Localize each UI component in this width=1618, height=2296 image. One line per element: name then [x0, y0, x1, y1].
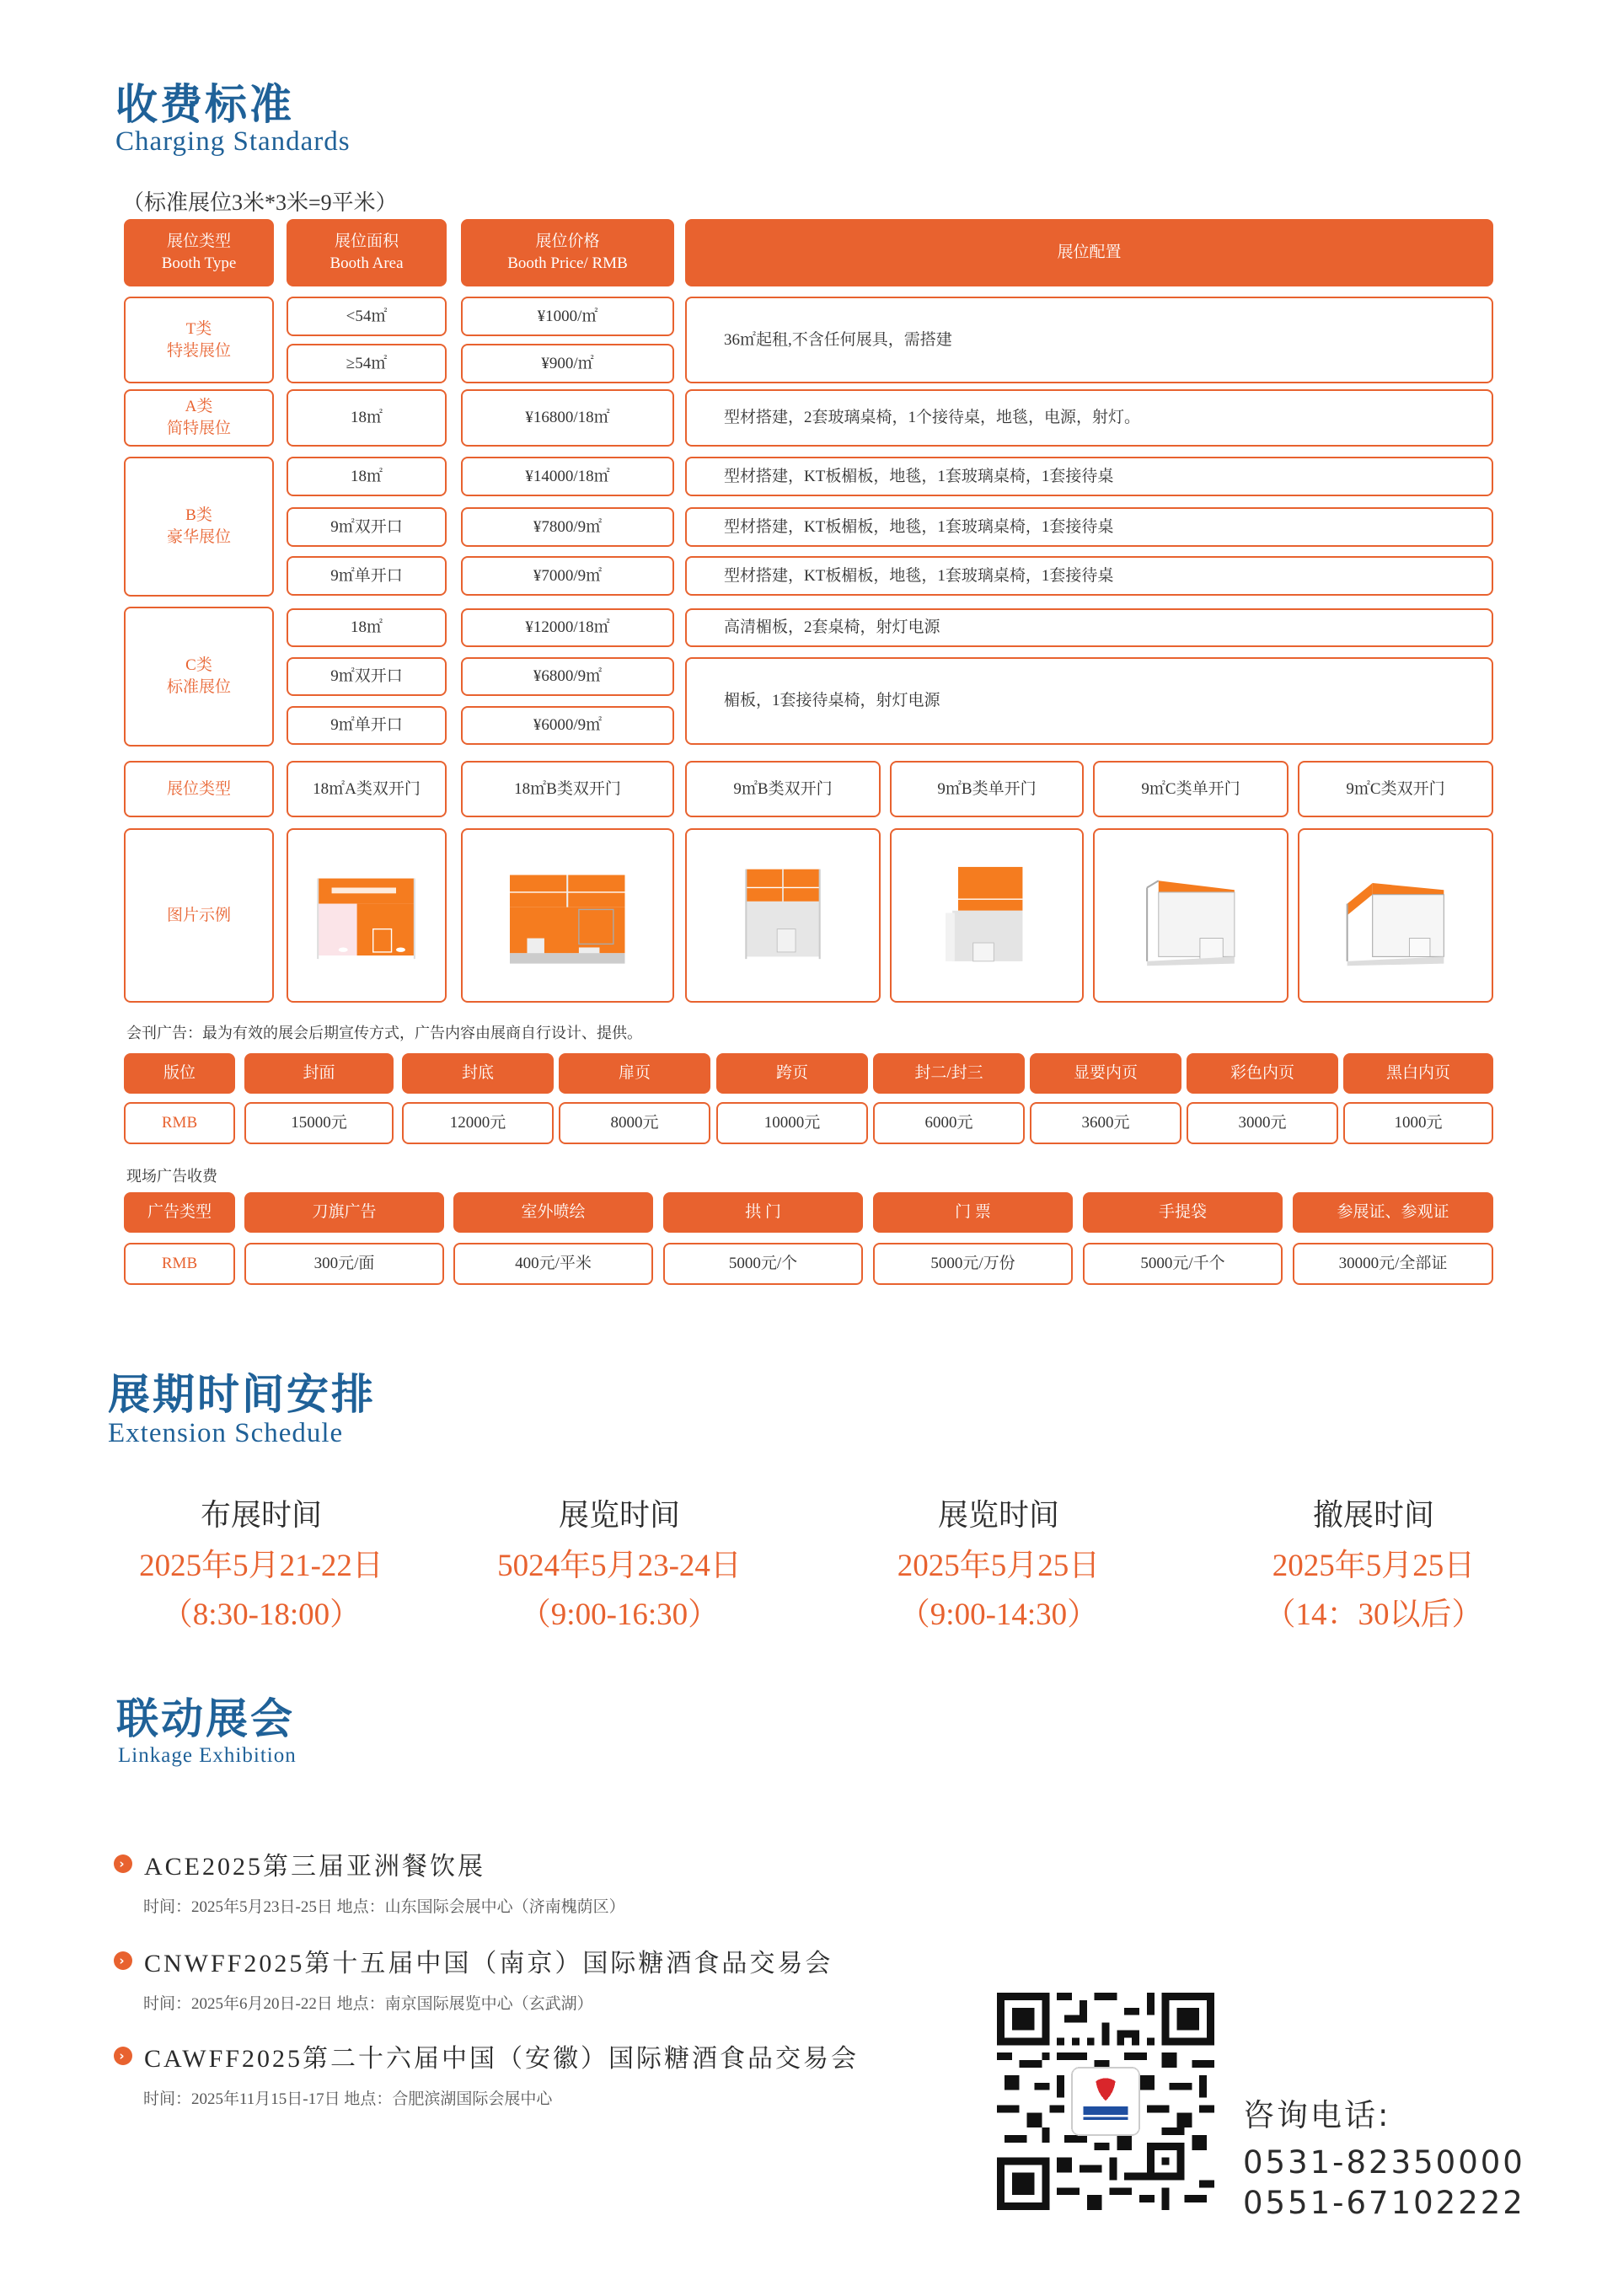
booth-c-double-9-illustration: [1321, 858, 1470, 973]
journal-header-label: 版位: [124, 1053, 235, 1094]
onsite-ad-price-4: 5000元/万份: [873, 1243, 1073, 1285]
b-price-3: ¥7000/9㎡: [461, 556, 674, 596]
onsite-ad-name-5: 手提袋: [1083, 1192, 1283, 1233]
t-area-1: <54㎡: [287, 297, 447, 336]
header-booth-area-cn: 展位面积: [334, 233, 399, 251]
booth-type-5: 9㎡C类单开门: [1093, 761, 1289, 817]
group-a-name: A类: [185, 398, 213, 416]
c-price-1: ¥12000/18㎡: [461, 608, 674, 647]
journal-ad-price-6: 3600元: [1030, 1102, 1181, 1144]
chevron-right-icon: ›: [114, 1854, 132, 1873]
linkage-item-1: [114, 1845, 625, 1917]
qr-logo-text: [1087, 2116, 1090, 2117]
header-booth-price: [461, 219, 674, 286]
t-price-2: ¥900/㎡: [461, 344, 674, 383]
qr-code: [997, 1993, 1214, 2210]
b-price-1: ¥14000/18㎡: [461, 457, 674, 496]
header-booth-area: [287, 219, 447, 286]
a-config: 型材搭建，2套玻璃桌椅，1个接待桌，地毯，电源，射灯。: [685, 389, 1493, 447]
contact-phone-2: 0551-67102222: [1243, 2185, 1525, 2222]
charging-title-en: Charging Standards: [115, 126, 351, 157]
b-config-2: 型材搭建，KT板楣板，地毯，1套玻璃桌椅，1套接待桌: [685, 507, 1493, 547]
schedule-exhibition-1: [442, 1491, 796, 1634]
t-area-2: ≥54㎡: [287, 344, 447, 383]
header-booth-config: 展位配置: [685, 219, 1493, 286]
group-t-label: [124, 297, 274, 383]
journal-ad-price-5: 6000元: [873, 1102, 1025, 1144]
onsite-ad-price-3: 5000元/个: [663, 1243, 863, 1285]
header-booth-type: [124, 219, 274, 286]
header-booth-type-en: Booth Type: [161, 254, 237, 272]
journal-ad-name-5: 封二/封三: [873, 1053, 1025, 1094]
booth-type-2: 18㎡B类双开门: [461, 761, 674, 817]
group-b-label: [124, 457, 274, 597]
header-booth-type-cn: 展位类型: [166, 233, 231, 251]
booth-c-single-9-illustration: [1117, 858, 1265, 973]
journal-ad-price-8: 1000元: [1343, 1102, 1493, 1144]
contact-label: 咨询电话:: [1243, 2097, 1391, 2133]
header-booth-price-cn: 展位价格: [535, 233, 600, 251]
journal-ad-name-6: 显要内页: [1030, 1053, 1181, 1094]
group-t-desc: 特装展位: [166, 341, 231, 360]
booth-b-double-9-illustration: [709, 858, 857, 973]
onsite-ad-name-6: 参展证、参观证: [1293, 1192, 1493, 1233]
onsite-ad-name-1: 刀旗广告: [244, 1192, 444, 1233]
schedule-setup-hours: （8:30-18:00）: [161, 1598, 362, 1632]
onsite-ad-price-1: 300元/面: [244, 1243, 444, 1285]
linkage-item-2: [114, 1942, 833, 2014]
onsite-ad-name-4: 门 票: [873, 1192, 1073, 1233]
images-label: 图片示例: [124, 828, 274, 1003]
booth-image-5: [1093, 828, 1289, 1003]
schedule-exhibition-1-date: 5024年5月23-24日: [497, 1549, 742, 1583]
booth-type-4: 9㎡B类单开门: [890, 761, 1084, 817]
group-t-name: T类: [185, 319, 212, 338]
b-area-3: 9㎡单开口: [287, 556, 447, 596]
booth-b-single-9-illustration: [913, 858, 1060, 973]
schedule-title-en: Extension Schedule: [108, 1418, 344, 1448]
c-area-1: 18㎡: [287, 608, 447, 647]
b-area-2: 9㎡双开口: [287, 507, 447, 547]
c-config-1: 高清楣板，2套桌椅，射灯电源: [685, 608, 1493, 647]
c-price-3: ¥6000/9㎡: [461, 706, 674, 745]
standard-booth-note: （标准展位3米*3米=9平米）: [122, 190, 398, 215]
journal-ad-price-2: 12000元: [402, 1102, 554, 1144]
schedule-exhibition-2-date: 2025年5月25日: [897, 1549, 1101, 1583]
b-price-2: ¥7800/9㎡: [461, 507, 674, 547]
booth-type-3: 9㎡B类双开门: [685, 761, 881, 817]
c-price-2: ¥6800/9㎡: [461, 657, 674, 696]
journal-ad-name-8: 黑白内页: [1343, 1053, 1493, 1094]
b-config-1: 型材搭建，KT板楣板，地毯，1套玻璃桌椅，1套接待桌: [685, 457, 1493, 496]
schedule-teardown: [1197, 1491, 1551, 1634]
t-config: 36㎡起租,不含任何展具，需搭建: [685, 297, 1493, 383]
schedule-setup: [84, 1491, 438, 1634]
onsite-ad-price-6: 30000元/全部证: [1293, 1243, 1493, 1285]
journal-ad-price-1: 15000元: [244, 1102, 394, 1144]
a-area-1: 18㎡: [287, 389, 447, 447]
journal-ad-name-2: 封底: [402, 1053, 554, 1094]
linkage-item-2-meta: 时间：2025年6月20日-22日 地点：南京国际展览中心（玄武湖）: [143, 1995, 593, 2013]
schedule-exhibition-1-hours: （9:00-16:30）: [519, 1598, 720, 1632]
onsite-ad-price-2: 400元/平米: [453, 1243, 653, 1285]
onsite-ad-name-3: 拱 门: [663, 1192, 863, 1233]
contact-block: [1243, 2090, 1525, 2224]
schedule-exhibition-2-title: 展览时间: [937, 1498, 1059, 1532]
journal-ad-name-1: 封面: [244, 1053, 394, 1094]
schedule-exhibition-2: [822, 1491, 1176, 1634]
journal-value-label: RMB: [124, 1102, 235, 1144]
journal-ad-price-7: 3000元: [1187, 1102, 1338, 1144]
a-price-1: ¥16800/18㎡: [461, 389, 674, 447]
schedule-setup-title: 布展时间: [200, 1498, 322, 1532]
group-a-label: [124, 389, 274, 447]
linkage-item-1-meta: 时间：2025年5月23日-25日 地点：山东国际会展中心（济南槐荫区）: [143, 1898, 625, 1916]
header-booth-area-en: Booth Area: [329, 254, 404, 272]
booth-image-1: [287, 828, 447, 1003]
schedule-teardown-title: 撤展时间: [1312, 1498, 1434, 1532]
onsite-header-label: 广告类型: [124, 1192, 235, 1233]
onsite-ads-note: 现场广告收费: [126, 1168, 217, 1185]
booth-a-double-illustration: [308, 858, 425, 973]
chevron-right-icon: ›: [114, 2047, 132, 2065]
linkage-title-cn: 联动展会: [116, 1694, 295, 1743]
chevron-right-icon: ›: [114, 1951, 132, 1970]
schedule-exhibition-1-title: 展览时间: [558, 1498, 680, 1532]
t-price-1: ¥1000/㎡: [461, 297, 674, 336]
journal-ad-name-3: 扉页: [559, 1053, 710, 1094]
booth-image-4: [890, 828, 1084, 1003]
group-c-label: [124, 607, 274, 747]
schedule-teardown-hours: （14：30以后）: [1264, 1598, 1483, 1632]
group-a-desc: 简特展位: [166, 420, 231, 437]
b-config-3: 型材搭建，KT板楣板，地毯，1套玻璃桌椅，1套接待桌: [685, 556, 1493, 596]
journal-ads-note: 会刊广告：最为有效的展会后期宣传方式，广告内容由展商自行设计、提供。: [126, 1025, 642, 1041]
group-b-name: B类: [185, 506, 212, 525]
contact-phone-1: 0531-82350000: [1243, 2144, 1525, 2181]
journal-ad-name-7: 彩色内页: [1187, 1053, 1338, 1094]
linkage-title-en: Linkage Exhibition: [118, 1744, 297, 1767]
group-c-name: C类: [185, 656, 212, 675]
onsite-value-label: RMB: [124, 1243, 235, 1285]
booth-image-3: [685, 828, 881, 1003]
booth-image-6: [1298, 828, 1493, 1003]
booth-image-2: [461, 828, 674, 1003]
booth-type-6: 9㎡C类双开门: [1298, 761, 1493, 817]
booth-b-double-18-illustration: [485, 858, 649, 973]
group-b-desc: 豪华展位: [166, 528, 231, 546]
linkage-item-2-name: CNWFF2025第十五届中国（南京）国际糖酒食品交易会: [144, 1950, 833, 1978]
onsite-ad-price-5: 5000元/千个: [1083, 1243, 1283, 1285]
linkage-item-1-name: ACE2025第三届亚洲餐饮展: [144, 1853, 485, 1881]
charging-title-cn: 收费标准: [115, 79, 294, 129]
schedule-exhibition-2-hours: （9:00-14:30）: [898, 1598, 1099, 1632]
schedule-title-cn: 展期时间安排: [108, 1369, 376, 1419]
journal-ad-price-3: 8000元: [559, 1102, 710, 1144]
linkage-item-3: [114, 2037, 859, 2109]
group-c-desc: 标准展位: [166, 678, 231, 696]
journal-ad-name-4: 跨页: [716, 1053, 868, 1094]
linkage-item-3-name: CAWFF2025第二十六届中国（安徽）国际糖酒食品交易会: [144, 2045, 859, 2073]
b-area-1: 18㎡: [287, 457, 447, 496]
booth-type-1: 18㎡A类双开门: [287, 761, 447, 817]
c-area-3: 9㎡单开口: [287, 706, 447, 745]
journal-ad-price-4: 10000元: [716, 1102, 868, 1144]
c-area-2: 9㎡双开口: [287, 657, 447, 696]
booth-types-label: 展位类型: [124, 761, 274, 817]
schedule-setup-date: 2025年5月21-22日: [139, 1549, 383, 1583]
schedule-teardown-date: 2025年5月25日: [1272, 1549, 1476, 1583]
qr-code-pattern: [997, 1993, 1214, 2210]
c-config-2: 楣板，1套接待桌椅，射灯电源: [685, 657, 1493, 745]
linkage-item-3-meta: 时间：2025年11月15日-17日 地点：合肥滨湖国际会展中心: [143, 2090, 553, 2108]
onsite-ad-name-2: 室外喷绘: [453, 1192, 653, 1233]
header-booth-price-en: Booth Price/ RMB: [507, 254, 628, 272]
